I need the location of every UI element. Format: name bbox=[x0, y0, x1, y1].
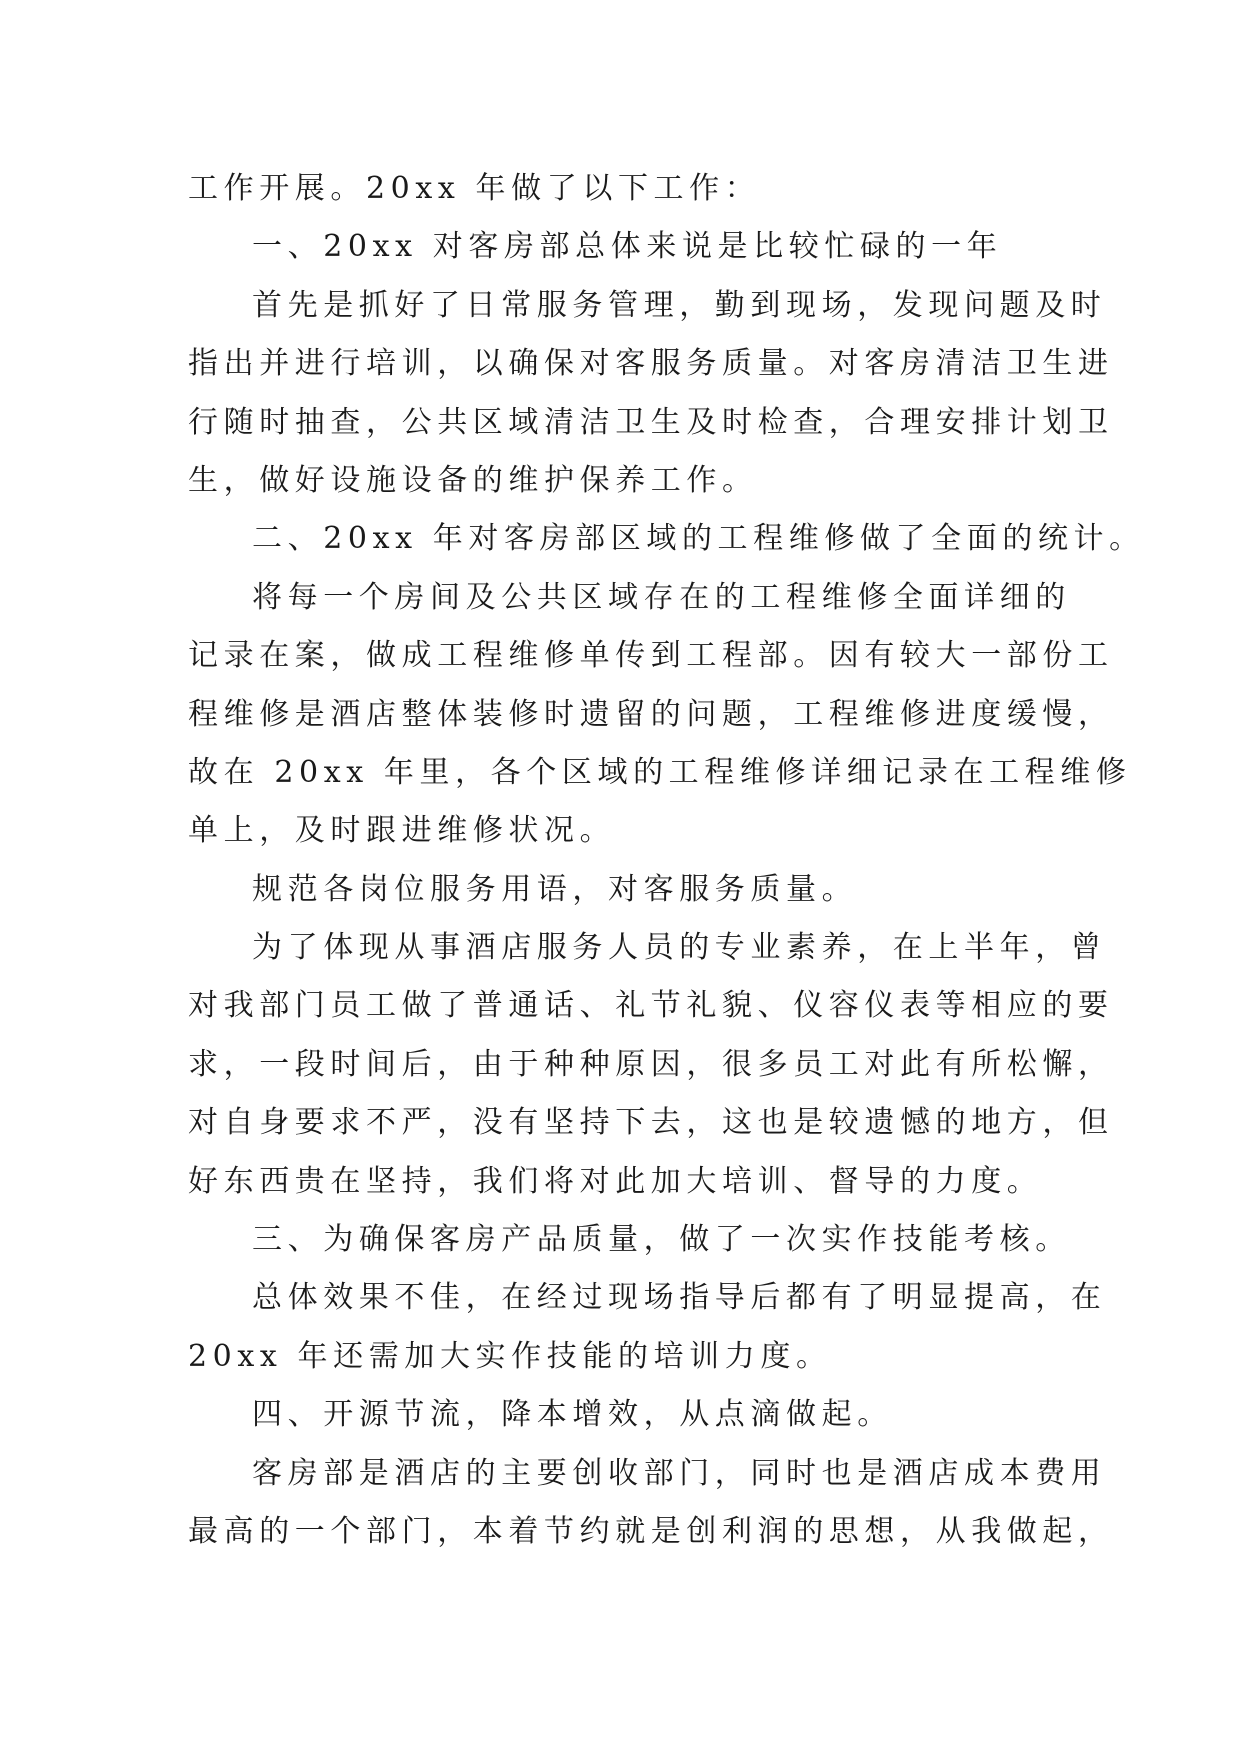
text-line: 行随时抽查，公共区域清洁卫生及时检查，合理安排计划卫 bbox=[188, 404, 1114, 440]
text-line: 故在 20xx 年里，各个区域的工程维修详细记录在工程维修 bbox=[188, 754, 1132, 790]
text-line: 求，一段时间后，由于种种原因，很多员工对此有所松懈， bbox=[188, 1046, 1114, 1082]
text-line: 生，做好设施设备的维护保养工作。 bbox=[188, 462, 758, 498]
text-line: 工作开展。20xx 年做了以下工作： bbox=[188, 171, 761, 206]
text-line: 单上，及时跟进维修状况。 bbox=[188, 813, 616, 849]
text-line: 总体效果不佳，在经过现场指导后都有了明显提高，在 bbox=[252, 1280, 1107, 1316]
text-line: 好东西贵在坚持，我们将对此加大培训、督导的力度。 bbox=[188, 1163, 1043, 1199]
text-line: 对我部门员工做了普通话、礼节礼貌、仪容仪表等相应的要 bbox=[188, 988, 1114, 1024]
text-line: 二、20xx 年对客房部区域的工程维修做了全面的统计。 bbox=[252, 521, 1145, 557]
text-line: 对自身要求不严，没有坚持下去，这也是较遗憾的地方，但 bbox=[188, 1105, 1114, 1141]
text-line: 将每一个房间及公共区域存在的工程维修全面详细的 bbox=[252, 579, 1071, 615]
text-line: 三、为确保客房产品质量，做了一次实作技能考核。 bbox=[252, 1222, 1071, 1258]
document-body bbox=[188, 160, 1145, 1561]
text-line: 为了体现从事酒店服务人员的专业素养，在上半年，曾 bbox=[252, 930, 1107, 966]
text-line: 20xx 年还需加大实作技能的培训力度。 bbox=[188, 1338, 832, 1374]
text-line: 四、开源节流，降本增效，从点滴做起。 bbox=[252, 1397, 893, 1433]
text-line: 客房部是酒店的主要创收部门，同时也是酒店成本费用 bbox=[252, 1455, 1107, 1491]
text-line: 程维修是酒店整体装修时遗留的问题，工程维修进度缓慢， bbox=[188, 696, 1114, 732]
text-line: 指出并进行培训，以确保对客服务质量。对客房清洁卫生进 bbox=[188, 346, 1114, 382]
text-line: 记录在案，做成工程维修单传到工程部。因有较大一部份工 bbox=[188, 638, 1114, 674]
text-line: 最高的一个部门，本着节约就是创利润的思想，从我做起， bbox=[188, 1513, 1114, 1549]
text-line: 首先是抓好了日常服务管理，勤到现场，发现问题及时 bbox=[252, 287, 1107, 323]
text-line: 一、20xx 对客房部总体来说是比较忙碌的一年 bbox=[252, 229, 1003, 265]
text-line: 规范各岗位服务用语，对客服务质量。 bbox=[252, 871, 858, 907]
